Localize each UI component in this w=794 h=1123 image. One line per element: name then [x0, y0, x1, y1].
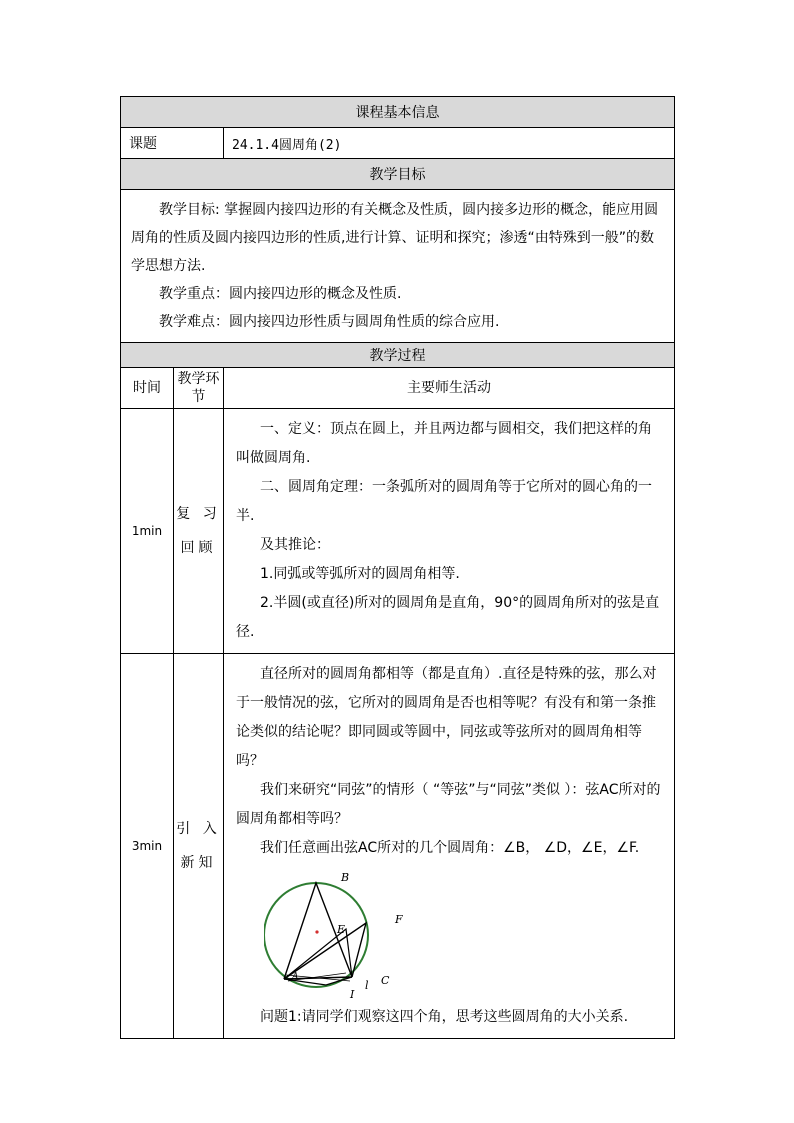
label-a: A: [292, 972, 299, 982]
label-e: E: [337, 923, 346, 936]
teaching-key-point: 教学重点：圆内接四边形的概念及性质.: [159, 286, 402, 302]
row-stage: 引 入 新知: [174, 654, 224, 1039]
course-info-header: 课程基本信息: [121, 97, 675, 128]
activity-line: 直径所对的圆周角都相等（都是直角）.直径是特殊的弦，那么对于一般情况的弦，它所对的圆周角是否也相等呢？有没有和第一条推论类似的结论呢？即同圆或等圆中，同弦或等弦所对的圆周角相等吗？: [236, 666, 657, 769]
process-row-intro: [121, 654, 675, 1039]
row-activity: [224, 654, 675, 1039]
circle-outline: [264, 883, 368, 987]
activity-line: 二、圆周角定理：一条弧所对的圆周角等于它所对的圆心角的一半.: [236, 479, 652, 524]
activity-line: 问题1:请同学们观察这四个角，思考这些圆周角的大小关系.: [260, 1009, 629, 1025]
topic-label: 课题: [121, 128, 224, 159]
label-c: C: [381, 974, 390, 987]
process-row-review: [121, 409, 675, 654]
label-l: l: [365, 979, 369, 992]
activity-line: 及其推论：: [260, 537, 330, 553]
row-time: 1min: [121, 409, 174, 654]
row-stage: 复 习 回顾: [174, 409, 224, 654]
goals-cell: [121, 190, 675, 343]
activity-line: 我们任意画出弦AC所对的几个圆周角：∠B， ∠D，∠E，∠F.: [260, 840, 640, 856]
topic-value: 24.1.4圆周角(2): [224, 128, 675, 159]
col-stage-header: 教学环节: [174, 368, 224, 409]
label-f: F: [395, 913, 403, 926]
label-d: I: [350, 988, 355, 1001]
col-activity-header: 主要师生活动: [224, 368, 675, 409]
teaching-objective: 教学目标: 掌握圆内接四边形的有关概念及性质，圆内接多边形的概念，能应用圆周角的性质及圆内接四边形的性质,进行计算、证明和探究；渗透“由特殊到一般”的数学思想方法.: [131, 202, 659, 274]
teaching-difficulty: 教学难点：圆内接四边形性质与圆周角性质的综合应用.: [159, 314, 500, 330]
goals-header: 教学目标: [121, 159, 675, 190]
lesson-plan-table: [120, 96, 675, 1039]
activity-line: 2.半圆(或直径)所对的圆周角是直角，90°的圆周角所对的弦是直径.: [236, 595, 660, 640]
activity-line: 我们来研究“同弦”的情形（ “等弦”与“同弦”类似 ）：弦AC所对的圆周角都相等吗？: [236, 782, 661, 827]
activity-line: 一、定义：顶点在圆上，并且两边都与圆相交，我们把这样的角叫做圆周角.: [236, 421, 652, 466]
inscribed-angles-figure: [264, 867, 444, 1001]
label-b: B: [341, 871, 350, 884]
process-header: 教学过程: [121, 343, 675, 368]
row-time: 3min: [121, 654, 174, 1039]
circle-center-point: [315, 930, 318, 933]
circle-diagram: [264, 867, 444, 997]
activity-line: 1.同弧或等弧所对的圆周角相等.: [260, 566, 460, 582]
row-activity: [224, 409, 675, 654]
col-time-header: 时间: [121, 368, 174, 409]
